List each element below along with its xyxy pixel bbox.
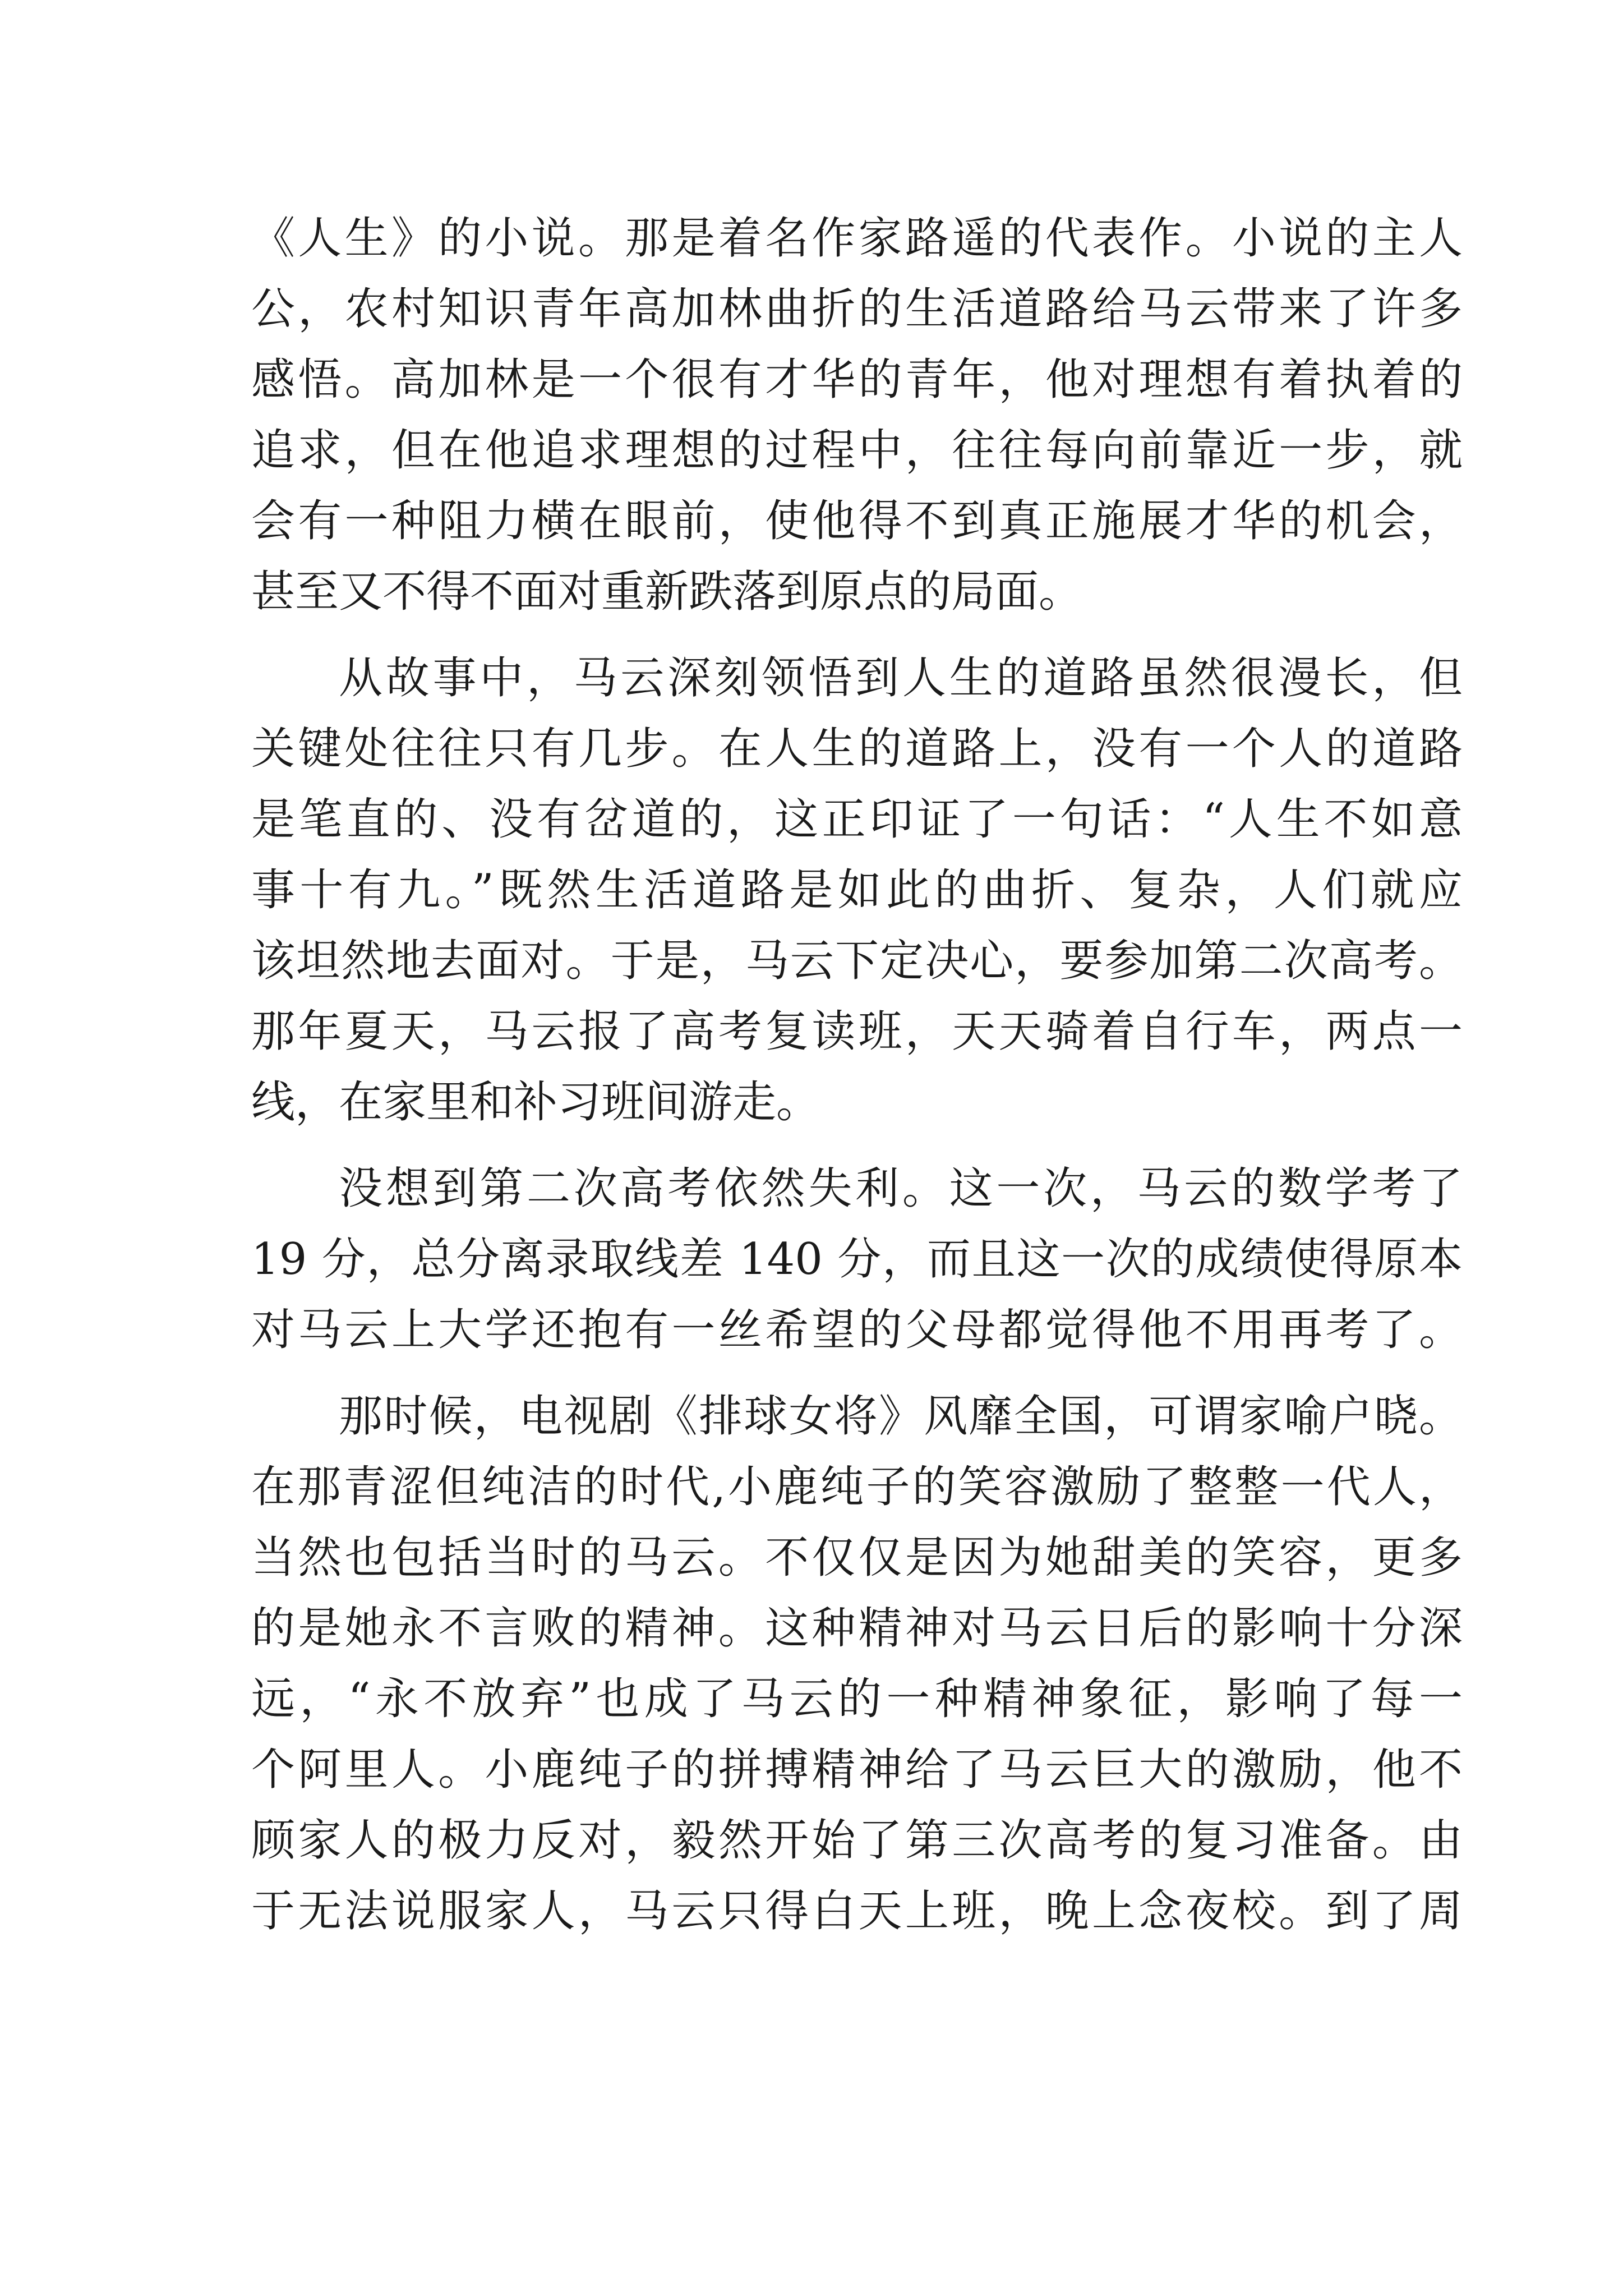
- text-line: 个阿里人。小鹿纯子的拼搏精神给了马云巨大的激励，他不: [251, 1745, 1463, 1795]
- text-line: 那时候，电视剧《排球女将》风靡全国，可谓家喻户晓。: [339, 1391, 1463, 1442]
- text-line: 对马云上大学还抱有一丝希望的父母都觉得他不用再考了。: [251, 1305, 1463, 1355]
- paragraph-3: [251, 1153, 1463, 1365]
- text-line: 《人生》的小说。那是着名作家路遥的代表作。小说的主人: [251, 213, 1463, 264]
- text-line: 于无法说服家人，马云只得白天上班，晚上念夜校。到了周: [251, 1886, 1463, 1936]
- text-line: 是笔直的、没有岔道的，这正印证了一句话：“人生不如意: [251, 794, 1463, 845]
- text-line: 没想到第二次高考依然失利。这一次，马云的数学考了: [339, 1163, 1463, 1214]
- paragraph-4: [251, 1381, 1463, 1947]
- text-line: 事十有九。”既然生活道路是如此的曲折、复杂，人们就应: [251, 865, 1463, 915]
- text-line: 当然也包括当时的马云。不仅仅是因为她甜美的笑容，更多: [251, 1533, 1463, 1583]
- text-line: 的是她永不言败的精神。这种精神对马云日后的影响十分深: [251, 1603, 1463, 1654]
- text-line: 追求，但在他追求理想的过程中，往往每向前靠近一步，就: [251, 425, 1463, 476]
- paragraph-1: [251, 203, 1463, 627]
- text-line: 感悟。高加林是一个很有才华的青年，他对理想有着执着的: [251, 355, 1463, 405]
- text-line: 线，在家里和补习班间游走。: [251, 1077, 820, 1128]
- text-line: 甚至又不得不面对重新跌落到原点的局面。: [251, 567, 1083, 617]
- text-line: 该坦然地去面对。于是，马云下定决心，要参加第二次高考。: [251, 936, 1463, 986]
- text-line: 顾家人的极力反对，毅然开始了第三次高考的复习准备。由: [251, 1815, 1463, 1866]
- body-text: [251, 203, 1463, 1962]
- text-line: 在那青涩但纯洁的时代,小鹿纯子的笑容激励了整整一代人，: [251, 1462, 1463, 1512]
- text-line: 远，“永不放弃”也成了马云的一种精神象征，影响了每一: [251, 1674, 1463, 1724]
- text-line: 公，农村知识青年高加林曲折的生活道路给马云带来了许多: [251, 284, 1463, 334]
- paragraph-2: [251, 643, 1463, 1138]
- text-line: 关键处往往只有几步。在人生的道路上，没有一个人的道路: [251, 724, 1463, 774]
- text-line: 从故事中，马云深刻领悟到人生的道路虽然很漫长，但: [339, 653, 1463, 703]
- text-line: 19 分，总分离录取线差 140 分，而且这一次的成绩使得原本: [251, 1234, 1463, 1285]
- text-line: 会有一种阻力横在眼前，使他得不到真正施展才华的机会，: [251, 496, 1463, 546]
- text-line: 那年夏天，马云报了高考复读班，天天骑着自行车，两点一: [251, 1006, 1463, 1057]
